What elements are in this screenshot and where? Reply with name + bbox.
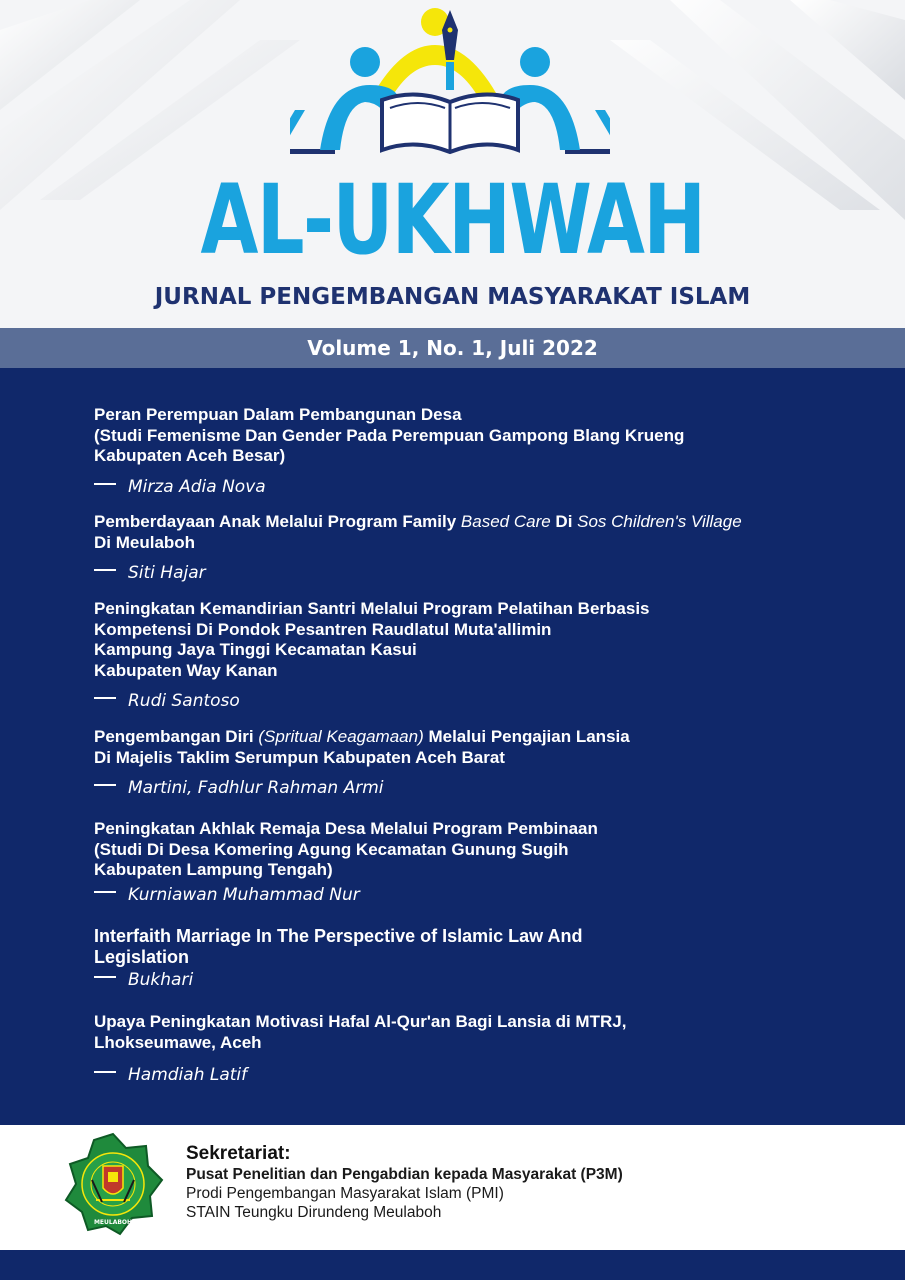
article-7 (94, 1012, 834, 1085)
volume-label: Volume 1, No. 1, Juli 2022 (0, 328, 905, 368)
article-author: Mirza Adia Nova (94, 477, 834, 497)
secretariat-line-3: STAIN Teungku Dirundeng Meulaboh (186, 1204, 442, 1221)
article-title: Peran Perempuan Dalam Pembangunan Desa (Studi Femenisme Dan Gender Pada Perempuan Gampong Blang Krueng Kabupaten Aceh Besar) (94, 405, 685, 465)
article-1 (94, 405, 834, 497)
article-author: Martini, Fadhlur Rahman Armi (94, 778, 834, 798)
article-title: Peningkatan Akhlak Remaja Desa Melalui Program Pembinaan (Studi Di Desa Komering Agung Kecamatan Gunung Sugih Kabupaten Lampung Tengah) (94, 819, 598, 879)
article-title: Interfaith Marriage In The Perspective of Islamic Law And Legislation (94, 926, 583, 967)
journal-subtitle: JURNAL PENGEMBANGAN MASYARAKAT ISLAM (154, 284, 751, 310)
stain-meulaboh-emblem-icon (62, 1130, 164, 1242)
article-author: Kurniawan Muhammad Nur (94, 885, 834, 905)
article-3 (94, 599, 834, 711)
secretariat-heading: Sekretariat: (186, 1143, 291, 1164)
article-6 (94, 926, 834, 990)
article-title: Upaya Peningkatan Motivasi Hafal Al-Qur'an Bagi Lansia di MTRJ, Lhokseumawe, Aceh (94, 1012, 627, 1052)
footer-bar (0, 1250, 905, 1280)
article-title: Pemberdayaan Anak Melalui Program Family Based Care Di Sos Children's Village Di Meulaboh (94, 512, 742, 552)
article-author: Bukhari (94, 970, 834, 990)
journal-logo (290, 0, 610, 170)
article-author: Hamdiah Latif (94, 1065, 834, 1085)
cover-header (0, 0, 905, 328)
article-4 (94, 727, 834, 798)
secretariat-line-1: Pusat Penelitian dan Pengabdian kepada Masyarakat (P3M) (186, 1166, 623, 1183)
article-title: Peningkatan Kemandirian Santri Melalui Program Pelatihan Berbasis Kompetensi Di Pondok Pesantren Raudlatul Muta'allimin Kampung Jaya Tinggi Kecamatan Kasui Kabupaten Way Kanan (94, 599, 650, 680)
secretariat-line-2: Prodi Pengembangan Masyarakat Islam (PMI) (186, 1185, 504, 1202)
article-author: Rudi Santoso (94, 691, 834, 711)
svg-text:MEULABOH: MEULABOH (93, 1219, 133, 1226)
article-2 (94, 512, 834, 583)
article-5 (94, 819, 834, 905)
journal-title: AL-UKHWAH (200, 164, 705, 276)
article-title: Pengembangan Diri (Spritual Keagamaan) Melalui Pengajian Lansia Di Majelis Taklim Serumpun Kabupaten Aceh Barat (94, 727, 630, 767)
article-author: Siti Hajar (94, 563, 834, 583)
secretariat-block (186, 1143, 623, 1222)
